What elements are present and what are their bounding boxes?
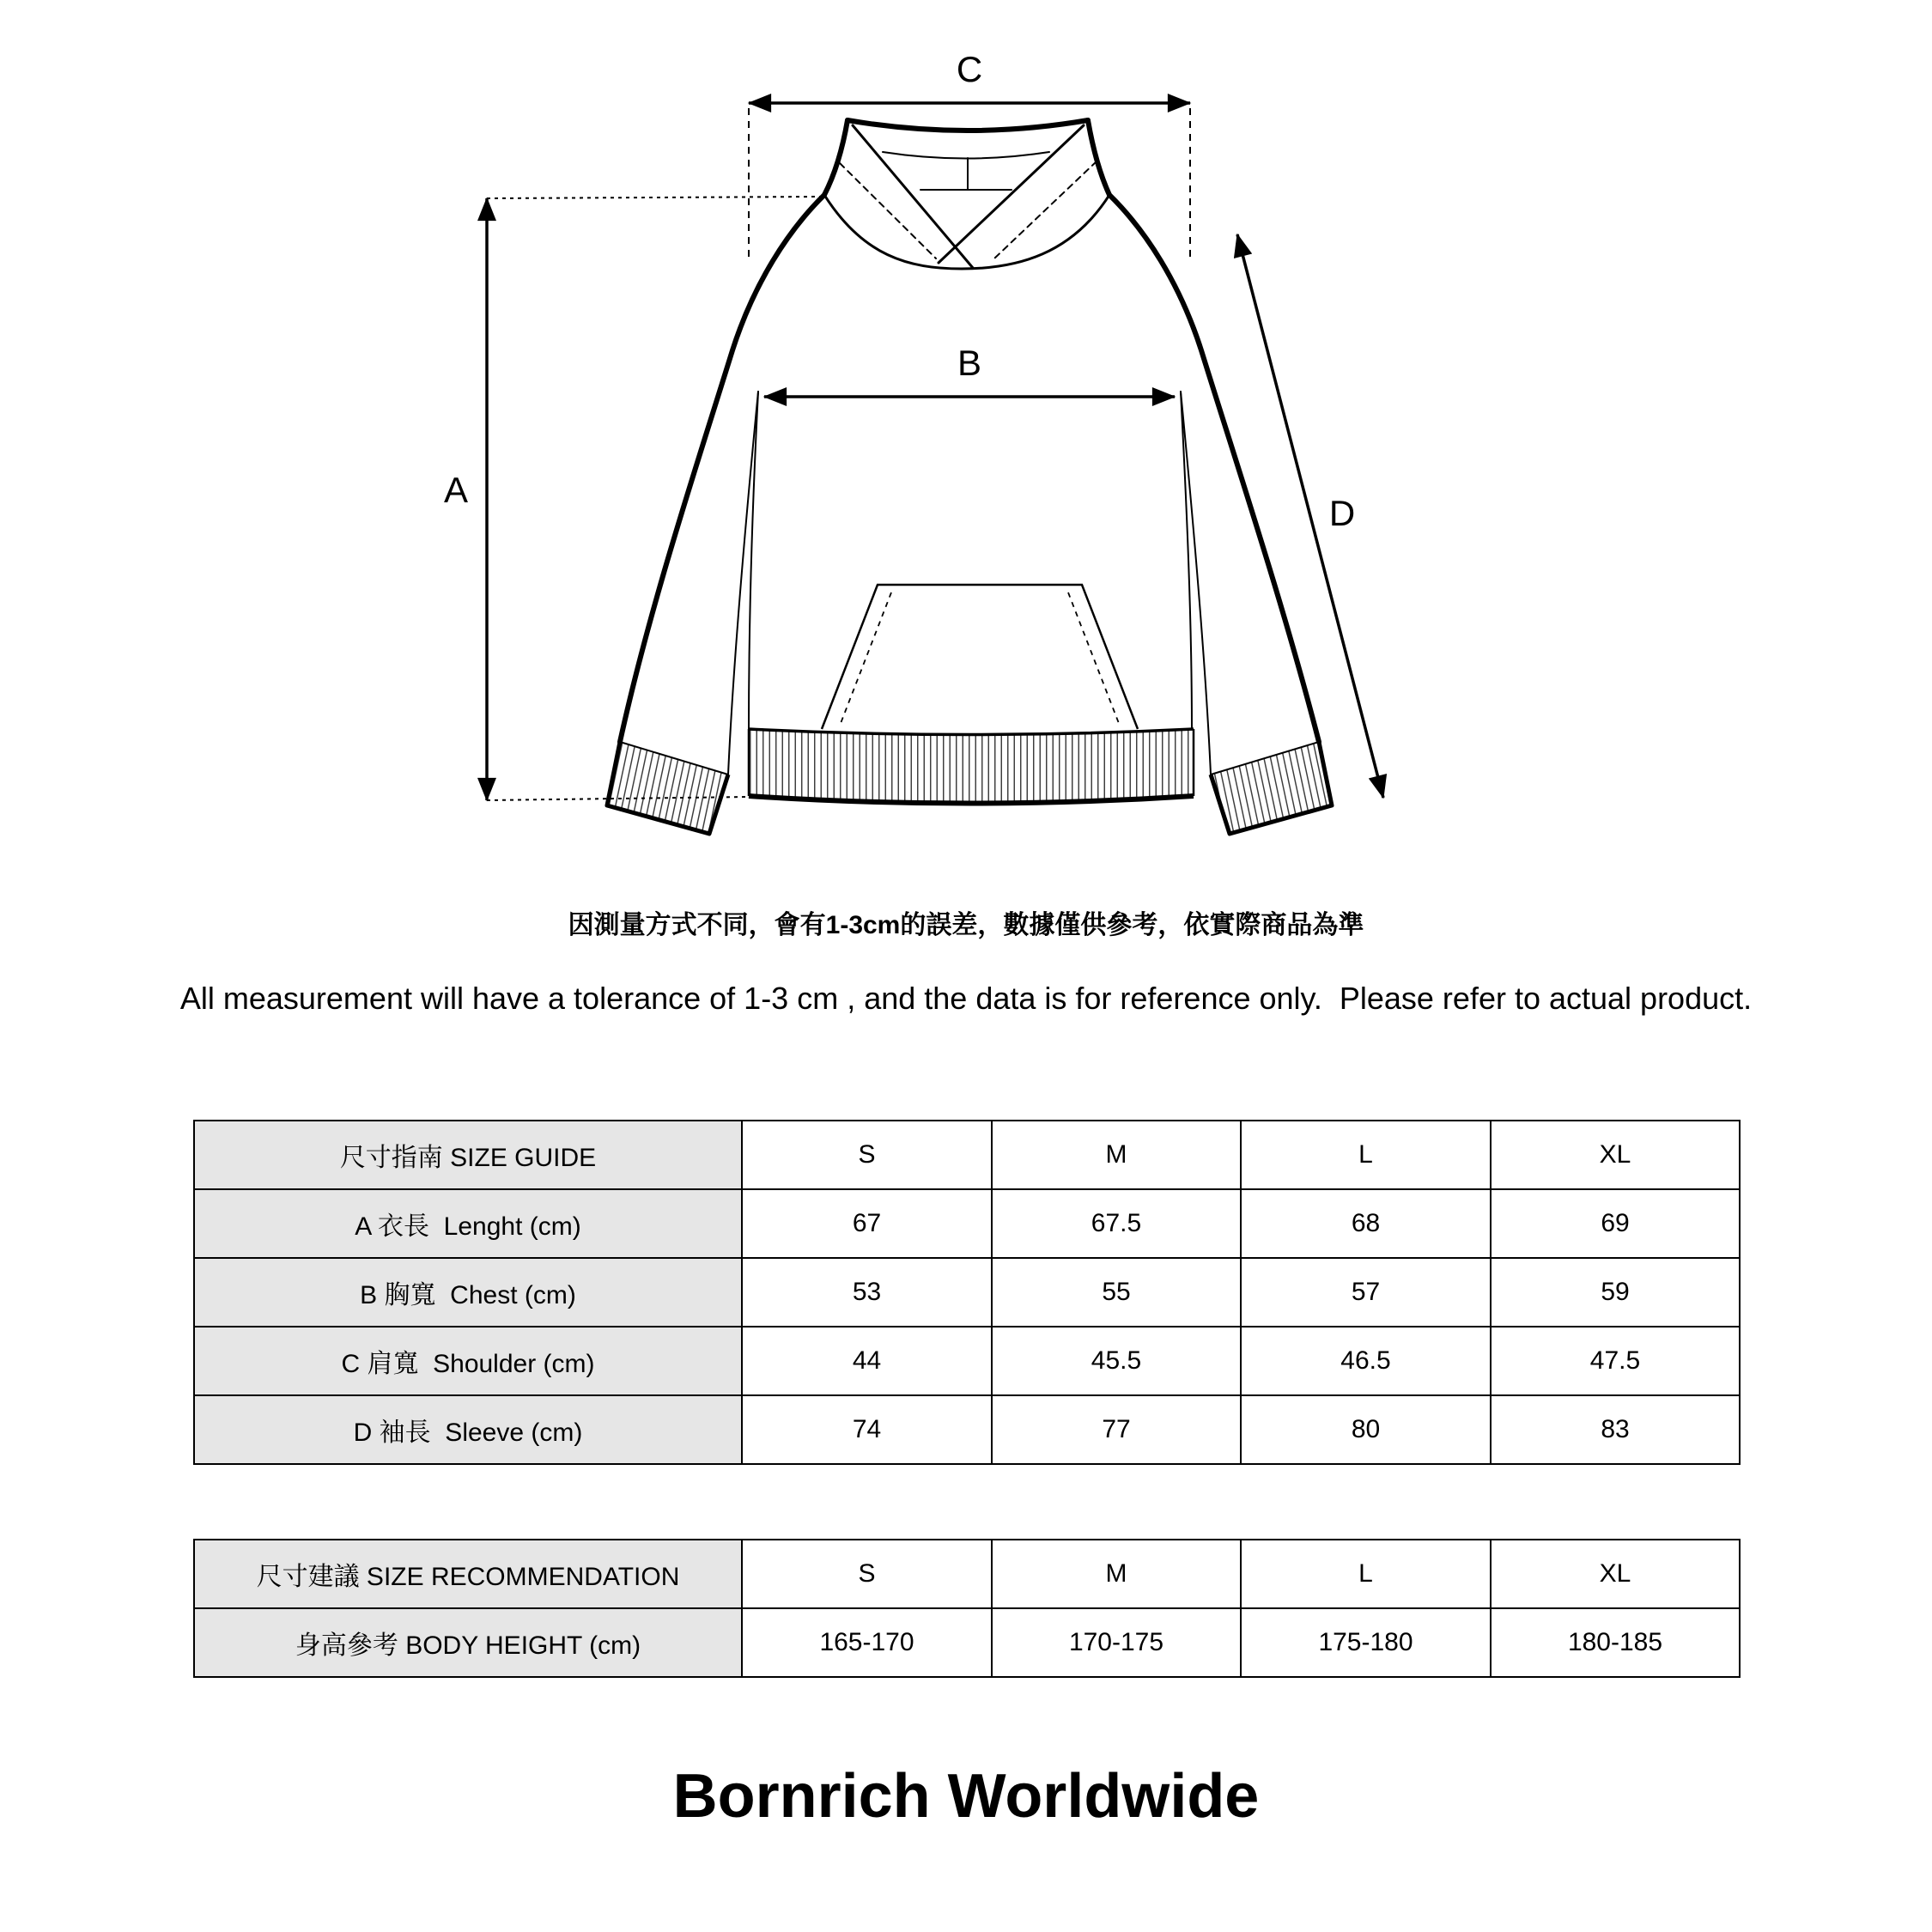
- tolerance-note-zh: 因測量方式不同，會有1-3cm的誤差，數據僅供參考，依實際商品為準: [568, 911, 1364, 939]
- tolerance-note-en: All measurement will have a tolerance of 1-3 cm , and the data is for reference only. Please refer to actual product.: [179, 981, 1753, 1016]
- size-col-header: L: [1241, 1121, 1491, 1189]
- size-col-header: M: [992, 1121, 1241, 1189]
- measurement-label-c: C: [956, 49, 983, 89]
- measurement-value: 68: [1241, 1189, 1491, 1258]
- size-guide-table: [193, 1120, 1741, 1465]
- height-range-value: 170-175: [992, 1608, 1241, 1677]
- measurement-arrow-c: [749, 103, 1190, 259]
- table-row: [194, 1189, 1740, 1258]
- measurement-label-d: D: [1328, 493, 1356, 533]
- measurement-value: 59: [1491, 1258, 1740, 1327]
- table-row: [194, 1395, 1740, 1464]
- measurement-value: 77: [992, 1395, 1241, 1464]
- size-reco-title-cell: 尺寸建議 SIZE RECOMMENDATION: [194, 1540, 742, 1608]
- size-guide-title-cell: 尺寸指南 SIZE GUIDE: [194, 1121, 742, 1189]
- measurement-value: 74: [742, 1395, 992, 1464]
- row-label-shoulder: C 肩寬 Shoulder (cm): [194, 1327, 742, 1395]
- measurement-value: 53: [742, 1258, 992, 1327]
- measurement-value: 55: [992, 1258, 1241, 1327]
- row-label-body-height: 身高參考 BODY HEIGHT (cm): [194, 1608, 742, 1677]
- kangaroo-pocket: [822, 585, 1138, 729]
- size-col-header: XL: [1491, 1121, 1740, 1189]
- table-row: [194, 1540, 1740, 1608]
- hood-outline: [824, 120, 1109, 269]
- table-row: [194, 1121, 1740, 1189]
- size-col-header: L: [1241, 1540, 1491, 1608]
- row-label-chest: B 胸寬 Chest (cm): [194, 1258, 742, 1327]
- table-row: [194, 1258, 1740, 1327]
- measurement-value: 67: [742, 1189, 992, 1258]
- height-range-value: 175-180: [1241, 1608, 1491, 1677]
- measurement-value: 83: [1491, 1395, 1740, 1464]
- table-row: [194, 1327, 1740, 1395]
- size-col-header: M: [992, 1540, 1241, 1608]
- height-range-value: 180-185: [1491, 1608, 1740, 1677]
- measurement-value: 44: [742, 1327, 992, 1395]
- cuff-left: [607, 742, 728, 834]
- measurement-value: 57: [1241, 1258, 1491, 1327]
- row-label-length: A 衣長 Lenght (cm): [194, 1189, 742, 1258]
- hem-ribbing: [749, 729, 1194, 804]
- measurement-label-b: B: [957, 343, 982, 383]
- size-recommendation-table: [193, 1539, 1741, 1678]
- size-col-header: S: [742, 1540, 992, 1608]
- measurement-value: 80: [1241, 1395, 1491, 1464]
- brand-logo-text: Bornrich Worldwide: [672, 1762, 1260, 1831]
- measurement-arrow-a: [487, 197, 822, 800]
- hoodie-measurement-diagram: [0, 0, 1932, 867]
- measurement-value: 69: [1491, 1189, 1740, 1258]
- body-and-sleeves: [620, 195, 1319, 775]
- height-range-value: 165-170: [742, 1608, 992, 1677]
- size-col-header: XL: [1491, 1540, 1740, 1608]
- measurement-value: 67.5: [992, 1189, 1241, 1258]
- table-row: [194, 1608, 1740, 1677]
- measurement-value: 45.5: [992, 1327, 1241, 1395]
- row-label-sleeve: D 袖長 Sleeve (cm): [194, 1395, 742, 1464]
- measurement-value: 46.5: [1241, 1327, 1491, 1395]
- measurement-value: 47.5: [1491, 1327, 1740, 1395]
- measurement-label-a: A: [443, 470, 469, 510]
- size-col-header: S: [742, 1121, 992, 1189]
- cuff-right: [1211, 742, 1332, 834]
